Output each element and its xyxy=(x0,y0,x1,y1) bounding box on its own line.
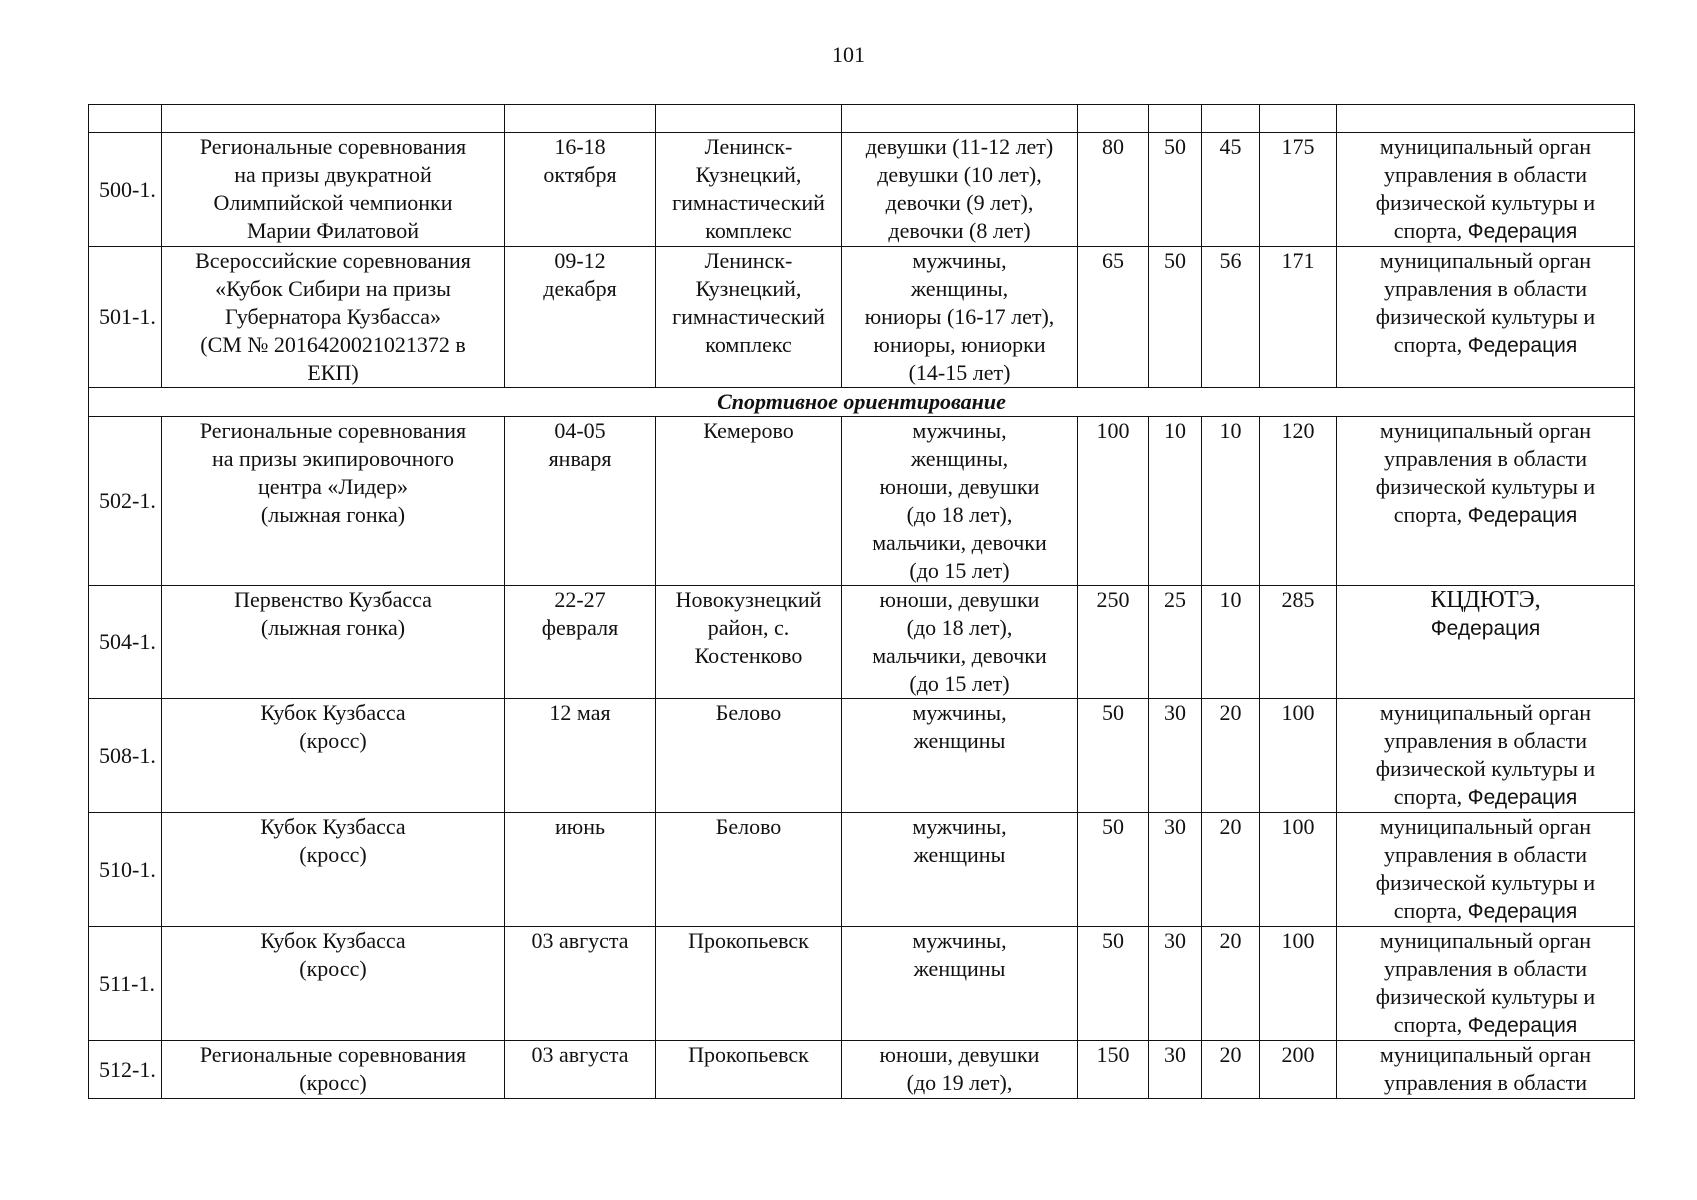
table-row xyxy=(89,417,1635,586)
event-date: 16-18 октября xyxy=(505,133,656,247)
event-organizer xyxy=(1337,417,1635,586)
event-participants: мужчины, женщины xyxy=(842,699,1078,813)
table-row xyxy=(89,247,1635,388)
header-cell xyxy=(656,105,842,133)
header-cell xyxy=(1078,105,1149,133)
count-1: 50 xyxy=(1078,699,1149,813)
count-3: 20 xyxy=(1202,813,1260,927)
count-2: 30 xyxy=(1149,699,1202,813)
event-place: Белово xyxy=(656,813,842,927)
header-cell xyxy=(89,105,162,133)
count-2: 30 xyxy=(1149,927,1202,1041)
table-row xyxy=(89,586,1635,699)
event-name: Первенство Кузбасса (лыжная гонка) xyxy=(162,586,505,699)
page-number: 101 xyxy=(832,42,865,67)
event-participants: юноши, девушки (до 19 лет), xyxy=(842,1041,1078,1099)
event-place: Кемерово xyxy=(656,417,842,586)
event-organizer xyxy=(1337,247,1635,388)
event-organizer xyxy=(1337,1041,1635,1099)
event-date: 09-12 декабря xyxy=(505,247,656,388)
count-2: 25 xyxy=(1149,586,1202,699)
event-participants: мужчины, женщины, юноши, девушки (до 18 лет), мальчики, девочки (до 15 лет) xyxy=(842,417,1078,586)
event-place: Прокопьевск xyxy=(656,927,842,1041)
row-number: 511-1. xyxy=(89,927,162,1041)
table-row xyxy=(89,927,1635,1041)
row-number: 508-1. xyxy=(89,699,162,813)
count-2: 30 xyxy=(1149,813,1202,927)
header-cell xyxy=(1337,105,1635,133)
count-3: 20 xyxy=(1202,927,1260,1041)
table-row xyxy=(89,133,1635,247)
count-3: 45 xyxy=(1202,133,1260,247)
count-3: 10 xyxy=(1202,586,1260,699)
event-organizer xyxy=(1337,133,1635,247)
organizer-text: муниципальный орган управления в области физической культуры и спорта, xyxy=(1375,134,1596,243)
count-total: 175 xyxy=(1260,133,1337,247)
row-number: 502-1. xyxy=(89,417,162,586)
organizer-text: муниципальный орган управления в области xyxy=(1379,1042,1592,1095)
row-number: 510-1. xyxy=(89,813,162,927)
count-3: 10 xyxy=(1202,417,1260,586)
table-row xyxy=(89,813,1635,927)
count-total: 285 xyxy=(1260,586,1337,699)
event-date: 03 августа xyxy=(505,1041,656,1099)
count-3: 56 xyxy=(1202,247,1260,388)
section-row xyxy=(89,388,1635,417)
count-1: 100 xyxy=(1078,417,1149,586)
event-name: Региональные соревнования (кросс) xyxy=(162,1041,505,1099)
event-date: 22-27 февраля xyxy=(505,586,656,699)
event-date: июнь xyxy=(505,813,656,927)
organizer-text: КЦДЮТЭ, xyxy=(1430,587,1541,613)
event-participants: мужчины, женщины xyxy=(842,813,1078,927)
event-date: 12 мая xyxy=(505,699,656,813)
count-2: 50 xyxy=(1149,133,1202,247)
row-number: 504-1. xyxy=(89,586,162,699)
header-cell xyxy=(1149,105,1202,133)
count-2: 50 xyxy=(1149,247,1202,388)
event-participants: мужчины, женщины xyxy=(842,927,1078,1041)
organizer-text: муниципальный орган управления в области физической культуры и спорта, xyxy=(1375,814,1596,923)
event-name: Кубок Кузбасса (кросс) xyxy=(162,813,505,927)
event-organizer xyxy=(1337,813,1635,927)
header-cell xyxy=(842,105,1078,133)
organizer-federation: Федерация xyxy=(1467,900,1578,923)
count-total: 100 xyxy=(1260,699,1337,813)
event-place: Белово xyxy=(656,699,842,813)
count-total: 120 xyxy=(1260,417,1337,586)
count-total: 100 xyxy=(1260,813,1337,927)
row-number: 512-1. xyxy=(89,1041,162,1099)
count-1: 50 xyxy=(1078,927,1149,1041)
event-place: Прокопьевск xyxy=(656,1041,842,1099)
organizer-text: муниципальный орган управления в области физической культуры и спорта, xyxy=(1375,418,1596,527)
events-table xyxy=(88,104,1635,1099)
event-participants: мужчины, женщины, юниоры (16-17 лет), юниоры, юниорки (14-15 лет) xyxy=(842,247,1078,388)
count-3: 20 xyxy=(1202,1041,1260,1099)
count-1: 250 xyxy=(1078,586,1149,699)
event-place: Ленинск- Кузнецкий, гимнастический комплекс xyxy=(656,133,842,247)
count-1: 65 xyxy=(1078,247,1149,388)
count-2: 30 xyxy=(1149,1041,1202,1099)
event-participants: девушки (11-12 лет) девушки (10 лет), девочки (9 лет), девочки (8 лет) xyxy=(842,133,1078,247)
count-1: 80 xyxy=(1078,133,1149,247)
event-name: Кубок Кузбасса (кросс) xyxy=(162,699,505,813)
event-date: 04-05 января xyxy=(505,417,656,586)
event-organizer xyxy=(1337,586,1635,699)
section-title: Спортивное ориентирование xyxy=(89,388,1635,417)
organizer-federation: Федерация xyxy=(1430,617,1541,640)
count-2: 10 xyxy=(1149,417,1202,586)
row-number: 501-1. xyxy=(89,247,162,388)
organizer-federation: Федерация xyxy=(1467,504,1578,527)
header-cell xyxy=(1202,105,1260,133)
event-name: Кубок Кузбасса (кросс) xyxy=(162,927,505,1041)
organizer-text: муниципальный орган управления в области физической культуры и спорта, xyxy=(1375,248,1596,357)
count-1: 50 xyxy=(1078,813,1149,927)
table-row xyxy=(89,1041,1635,1099)
event-date: 03 августа xyxy=(505,927,656,1041)
count-3: 20 xyxy=(1202,699,1260,813)
organizer-federation: Федерация xyxy=(1467,1014,1578,1037)
event-name: Всероссийские соревнования «Кубок Сибири на призы Губернатора Кузбасса» (СМ № 2016420021021372 в ЕКП) xyxy=(162,247,505,388)
event-name: Региональные соревнования на призы экипировочного центра «Лидер» (лыжная гонка) xyxy=(162,417,505,586)
organizer-federation: Федерация xyxy=(1467,334,1578,357)
event-participants: юноши, девушки (до 18 лет), мальчики, девочки (до 15 лет) xyxy=(842,586,1078,699)
event-organizer xyxy=(1337,699,1635,813)
organizer-text: муниципальный орган управления в области физической культуры и спорта, xyxy=(1375,928,1596,1037)
table-header-row xyxy=(89,105,1635,133)
event-place: Новокузнецкий район, с. Костенково xyxy=(656,586,842,699)
header-cell xyxy=(162,105,505,133)
event-place: Ленинск- Кузнецкий, гимнастический комплекс xyxy=(656,247,842,388)
row-number: 500-1. xyxy=(89,133,162,247)
count-total: 171 xyxy=(1260,247,1337,388)
organizer-text: муниципальный орган управления в области физической культуры и спорта, xyxy=(1375,700,1596,809)
event-name: Региональные соревнования на призы двукратной Олимпийской чемпионки Марии Филатовой xyxy=(162,133,505,247)
count-total: 100 xyxy=(1260,927,1337,1041)
organizer-federation: Федерация xyxy=(1467,786,1578,809)
count-total: 200 xyxy=(1260,1041,1337,1099)
header-cell xyxy=(505,105,656,133)
event-organizer xyxy=(1337,927,1635,1041)
organizer-federation: Федерация xyxy=(1467,220,1578,243)
table-row xyxy=(89,699,1635,813)
header-cell xyxy=(1260,105,1337,133)
count-1: 150 xyxy=(1078,1041,1149,1099)
